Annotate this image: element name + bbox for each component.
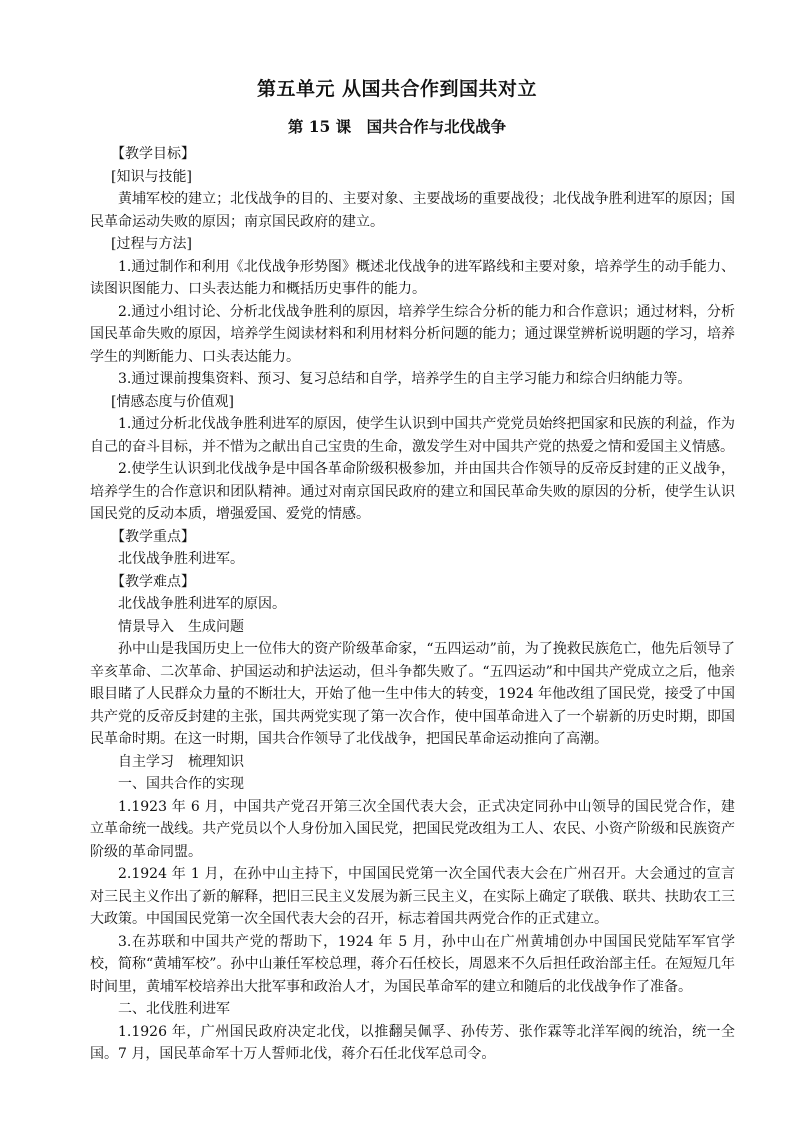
paragraph: 北伐战争胜利进军。 (118, 551, 244, 567)
paragraph: [情感态度与价值观] (111, 393, 234, 410)
paragraph: [过程与方法] (111, 236, 192, 252)
paragraph: 【教学难点】 (111, 573, 195, 590)
paragraph: 二、北伐胜利进军 (118, 1001, 230, 1017)
paragraph: 3.在苏联和中国共产党的帮助下，1924 年 5 月，孙中山在广州黄埔创办中国国民党陆军军官学校，简称“黄埔军校”。孙中山兼任军校总理，蒋介石任校长，周恩来不久后担任政治部主任。在短短几年时间里，黄埔军校培养出大批军事和政治人才，为国民革命军的建立和随后的北伐战争作了准备。 (90, 933, 735, 995)
paragraph: 北伐战争胜利进军的原因。 (118, 596, 286, 612)
paragraph: 黄埔军校的建立；北伐战争的目的、主要对象、主要战场的重要战役；北伐战争胜利进军的原因；国民革命运动失败的原因；南京国民政府的建立。 (90, 191, 735, 230)
paragraph: [知识与技能] (111, 168, 192, 185)
lesson-title: 第 15 课 国共合作与北伐战争 (287, 117, 507, 136)
unit-title: 第五单元 从国共合作到国共对立 (256, 78, 538, 100)
paragraph: 3.通过课前搜集资料、预习、复习总结和自学，培养学生的自主学习能力和综合归纳能力等。 (118, 371, 692, 387)
paragraph: 1.1923 年 6 月，中国共产党召开第三次全国代表大会，正式决定同孙中山领导的国民党合作，建立革命统一战线。共产党员以个人身份加入国民党，把国民党改组为工人、农民、小资产阶级和民族资产阶级的革命同盟。 (90, 798, 735, 860)
paragraph: 自主学习 梳理知识 (118, 753, 244, 770)
paragraph: 2.1924 年 1 月，在孙中山主持下，中国国民党第一次全国代表大会在广州召开。大会通过的宣言对三民主义作出了新的解释，把旧三民主义发展为新三民主义，在实际上确定了联俄、联共、扶助农工三大政策。中国国民党第一次全国代表大会的召开，标志着国共两党合作的正式建立。 (90, 866, 735, 927)
paragraph: 2.使学生认识到北伐战争是中国各革命阶级积极参加，并由国共合作领导的反帝反封建的正义战争，培养学生的合作意识和团队精神。通过对南京国民政府的建立和国民革命失败的原因的分析，使学生认识国民党的反动本质，增强爱国、爱党的情感。 (90, 461, 735, 522)
paragraph: 1.通过制作和利用《北伐战争形势图》概述北伐战争的进军路线和主要对象，培养学生的动手能力、读图识图能力、口头表达能力和概括历史事件的能力。 (90, 258, 735, 297)
paragraph: 1.通过分析北伐战争胜利进军的原因，使学生认识到中国共产党党员始终把国家和民族的利益，作为自己的奋斗目标，并不惜为之献出自己宝贵的生命，激发学生对中国共产党的热爱之情和爱国主义情感。 (90, 416, 735, 455)
paragraph: 1.1926 年，广州国民政府决定北伐，以推翻吴佩孚、孙传芳、张作霖等北洋军阀的统治，统一全国。7 月，国民革命军十万人誓师北伐，蒋介石任北伐军总司令。 (90, 1023, 735, 1062)
paragraph: 【教学重点】 (111, 528, 195, 545)
paragraph: 孙中山是我国历史上一位伟大的资产阶级革命家，“五四运动”前，为了挽救民族危亡，他先后领导了辛亥革命、二次革命、护国运动和护法运动，但斗争都失败了。“五四运动”和中国共产党成立之后，他亲眼目睹了人民群众力量的不断壮大，开始了他一生中伟大的转变，1924 年他改组了国民党，接受了中国共产党的反帝反封建的主张，国共两党实现了第一次合作，使中国革命进入了一个崭新的历史时期，即国民革命时期。在这一时期，国共合作领导了北伐战争，把国民革命运动推向了高潮。 (90, 641, 735, 747)
paragraph: 一、国共合作的实现 (118, 776, 244, 792)
paragraph: 【教学目标】 (111, 146, 195, 162)
paragraph: 情景导入 生成问题 (118, 618, 244, 635)
document-body (90, 143, 735, 1066)
paragraph: 2.通过小组讨论、分析北伐战争胜利的原因，培养学生综合分析的能力和合作意识；通过材料，分析国民革命失败的原因，培养学生阅读材料和利用材料分析问题的能力；通过课堂辨析说明题的学习，培养学生的判断能力、口头表达能力。 (90, 303, 735, 365)
